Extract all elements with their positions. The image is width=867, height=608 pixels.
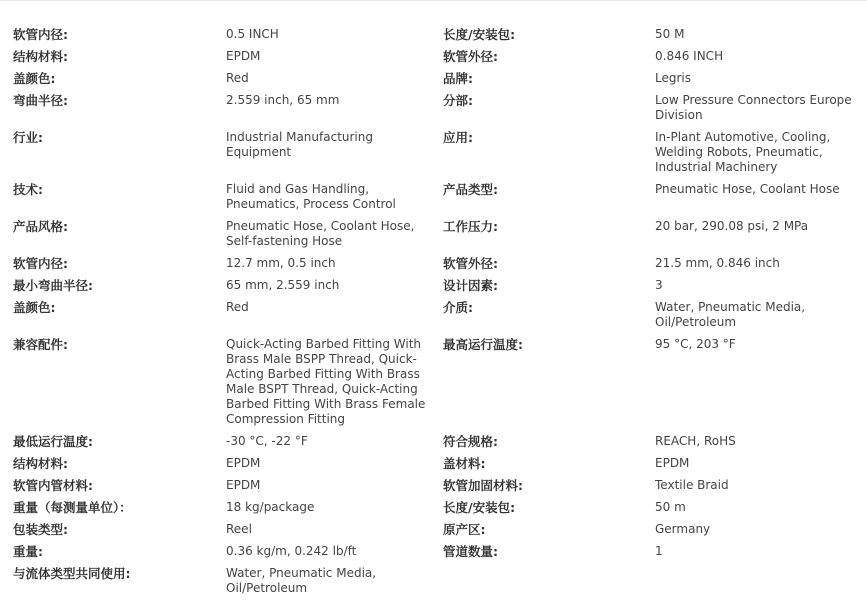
spec-label: 盖颜色: (13, 300, 56, 315)
spec-value: Red (226, 71, 249, 85)
spec-label: 原产区: (443, 522, 486, 537)
spec-row (0, 130, 867, 182)
spec-row (0, 93, 867, 130)
spec-value: REACH, RoHS (655, 434, 736, 448)
spec-label: 产品风格: (13, 219, 68, 234)
spec-value: 21.5 mm, 0.846 inch (655, 256, 780, 270)
spec-label: 盖颜色: (13, 71, 56, 86)
spec-value: Low Pressure Connectors Europe Division (655, 93, 852, 122)
spec-label: 最低运行温度: (13, 434, 93, 449)
spec-label: 行业: (13, 130, 43, 145)
spec-value: EPDM (226, 478, 261, 492)
spec-label: 应用: (443, 130, 473, 145)
spec-row (0, 256, 867, 278)
spec-label: 重量: (13, 544, 43, 559)
spec-label: 包装类型: (13, 522, 68, 537)
spec-label: 介质: (443, 300, 473, 315)
spec-label: 软管内径: (13, 27, 68, 42)
spec-value: Fluid and Gas Handling, Pneumatics, Process Control (226, 182, 396, 211)
spec-value: Quick-Acting Barbed Fitting With Brass Male BSPP Thread, Quick-Acting Barbed Fitting With Brass Male BSPT Thread, Quick-Acting Barbed Fitting With Brass Female Compression Fitting (226, 337, 426, 426)
spec-value: Water, Pneumatic Media, Oil/Petroleum (226, 566, 377, 595)
spec-value: 0.36 kg/m, 0.242 lb/ft (226, 544, 357, 558)
spec-value: 95 °C, 203 °F (655, 337, 736, 351)
spec-value: EPDM (226, 49, 261, 63)
spec-row (0, 456, 867, 478)
spec-value: 0.846 INCH (655, 49, 724, 63)
spec-label: 最高运行温度: (443, 337, 523, 352)
spec-row (0, 300, 867, 337)
spec-value: Water, Pneumatic Media, Oil/Petroleum (655, 300, 806, 329)
spec-label: 盖材料: (443, 456, 486, 471)
spec-value: 20 bar, 290.08 psi, 2 MPa (655, 219, 809, 233)
spec-value: EPDM (226, 456, 261, 470)
spec-table (0, 27, 867, 603)
spec-row (0, 27, 867, 49)
spec-value: Germany (655, 522, 711, 536)
spec-row (0, 566, 867, 603)
spec-label: 管道数量: (443, 544, 498, 559)
spec-label: 重量（每测量单位）： (13, 500, 132, 515)
spec-row (0, 71, 867, 93)
spec-label: 长度/安装包: (443, 27, 516, 42)
spec-value: 18 kg/package (226, 500, 315, 514)
spec-value: In-Plant Automotive, Cooling, Welding Robots, Pneumatic, Industrial Machinery (655, 130, 831, 174)
spec-value: 3 (655, 278, 663, 292)
spec-value: Pneumatic Hose, Coolant Hose, Self-fastening Hose (226, 219, 415, 248)
spec-row (0, 500, 867, 522)
spec-row (0, 337, 867, 434)
spec-row (0, 544, 867, 566)
spec-label: 软管内径: (13, 256, 68, 271)
top-divider (0, 0, 867, 1)
spec-label: 结构材料: (13, 456, 68, 471)
spec-label: 符合规格: (443, 434, 498, 449)
spec-value: Reel (226, 522, 252, 536)
spec-row (0, 219, 867, 256)
spec-label: 软管加固材料: (443, 478, 523, 493)
spec-row (0, 182, 867, 219)
spec-label: 与流体类型共同使用: (13, 566, 131, 581)
spec-label: 设计因素: (443, 278, 498, 293)
spec-value: Red (226, 300, 249, 314)
spec-row (0, 278, 867, 300)
spec-label: 分部: (443, 93, 473, 108)
spec-value: 50 M (655, 27, 685, 41)
spec-label: 产品类型: (443, 182, 498, 197)
spec-label: 兼容配件: (13, 337, 68, 352)
spec-label: 品牌: (443, 71, 473, 86)
spec-value: Legris (655, 71, 691, 85)
spec-label: 软管内管材料: (13, 478, 93, 493)
spec-value: 1 (655, 544, 663, 558)
spec-label: 最小弯曲半径: (13, 278, 93, 293)
spec-value: Industrial Manufacturing Equipment (226, 130, 373, 159)
spec-label: 弯曲半径: (13, 93, 68, 108)
spec-label: 软管外径: (443, 256, 498, 271)
spec-label: 长度/安装包: (443, 500, 516, 515)
spec-row (0, 522, 867, 544)
spec-value: 0.5 INCH (226, 27, 279, 41)
spec-value: Textile Braid (655, 478, 729, 492)
spec-label: 工作压力: (443, 219, 498, 234)
spec-value: 65 mm, 2.559 inch (226, 278, 340, 292)
spec-row (0, 478, 867, 500)
spec-value: 50 m (655, 500, 686, 514)
spec-value: -30 °C, -22 °F (226, 434, 308, 448)
spec-row (0, 434, 867, 456)
spec-label: 技术: (13, 182, 43, 197)
spec-value: Pneumatic Hose, Coolant Hose (655, 182, 840, 196)
spec-value: 12.7 mm, 0.5 inch (226, 256, 336, 270)
spec-row (0, 49, 867, 71)
spec-label: 软管外径: (443, 49, 498, 64)
spec-value: 2.559 inch, 65 mm (226, 93, 340, 107)
spec-label: 结构材料: (13, 49, 68, 64)
spec-value: EPDM (655, 456, 690, 470)
